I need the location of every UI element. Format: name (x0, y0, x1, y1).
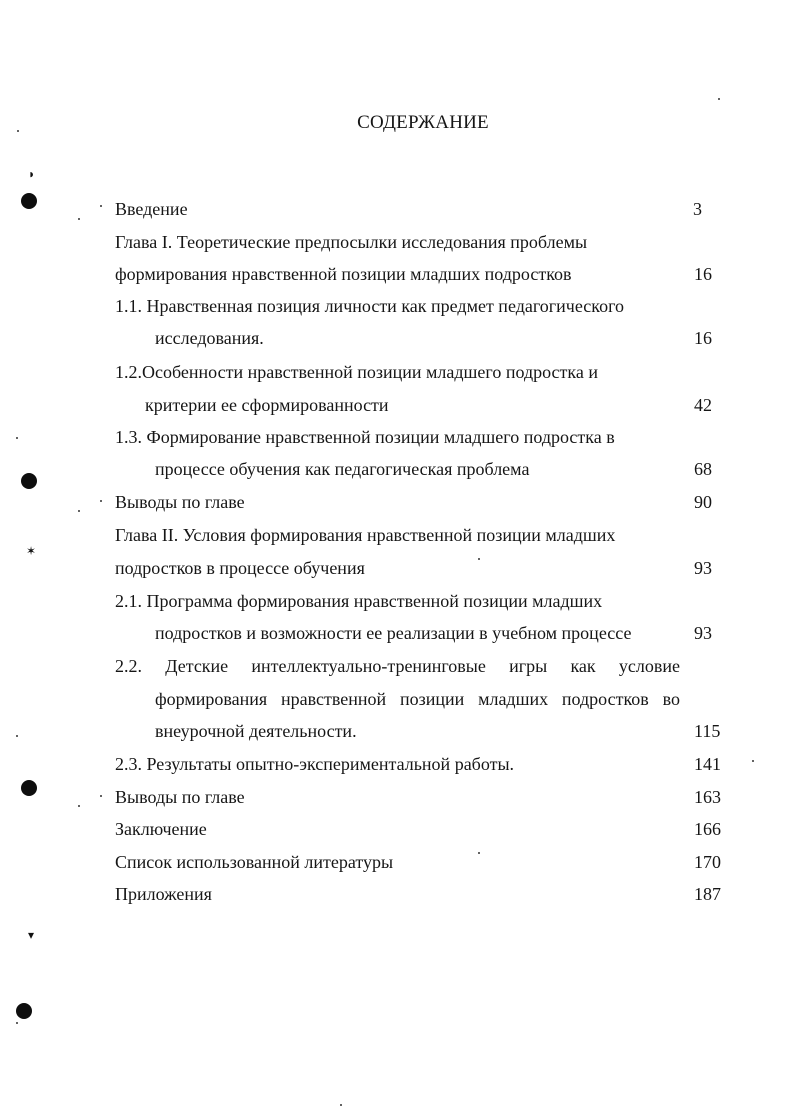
toc-entry-chapter-1-cont: формирования нравственной позиции младших подростков (115, 264, 572, 284)
binder-hole (21, 780, 37, 796)
scan-speck (100, 205, 102, 207)
scan-mark: ✶ (26, 544, 37, 558)
toc-page-number: 187 (694, 884, 721, 904)
toc-entry-chapter-2-cont: подростков в процессе обучения (115, 558, 365, 578)
toc-entry-conclusions-2: Выводы по главе (115, 787, 245, 807)
scan-speck (17, 130, 19, 132)
toc-entry-section-2-3: 2.3. Результаты опытно-экспериментальной работы. (115, 754, 515, 774)
scan-speck (16, 1022, 18, 1024)
toc-page-number: 170 (694, 852, 721, 872)
page-title: СОДЕРЖАНИЕ (357, 112, 489, 133)
toc-entry-section-1-1-cont: исследования. (155, 328, 264, 348)
scan-speck (478, 852, 480, 854)
toc-page-number: 42 (694, 395, 712, 415)
scan-speck (78, 805, 80, 807)
toc-entry-conclusions-1: Выводы по главе (115, 492, 245, 512)
toc-entry-chapter-2: Глава II. Условия формирования нравственной позиции младших (115, 525, 616, 545)
toc-entry-section-2-2-cont: формирования нравственной позиции младших подростков во (155, 689, 680, 709)
scan-speck (100, 795, 102, 797)
toc-page-number: 68 (694, 459, 712, 479)
toc-page-number: 93 (694, 623, 712, 643)
toc-page-number: 16 (694, 328, 712, 348)
scan-speck (16, 735, 18, 737)
toc-entry-chapter-1: Глава I. Теоретические предпосылки исследования проблемы (115, 232, 588, 252)
binder-hole (16, 1003, 32, 1019)
toc-page-number: 115 (694, 721, 721, 741)
toc-entry-intro: Введение (115, 199, 188, 219)
toc-page-number: 90 (694, 492, 712, 512)
scan-speck (478, 558, 480, 560)
scan-speck (78, 218, 80, 220)
toc-entry-section-2-2-cont: внеурочной деятельности. (155, 721, 357, 741)
toc-entry-conclusion: Заключение (115, 819, 207, 839)
toc-page-number: 141 (694, 754, 721, 774)
scan-speck (100, 500, 102, 502)
toc-page-number: 3 (693, 199, 702, 219)
toc-page-number: 93 (694, 558, 712, 578)
toc-entry-section-1-2-cont: критерии ее сформированности (145, 395, 389, 415)
toc-page-number: 166 (694, 819, 721, 839)
toc-entry-section-1-3-cont: процессе обучения как педагогическая проблема (155, 459, 530, 479)
toc-page-number: 16 (694, 264, 712, 284)
toc-entry-section-1-2: 1.2.Особенности нравственной позиции младшего подростка и (115, 362, 599, 382)
toc-page-number: 163 (694, 787, 721, 807)
scan-mark: ◗ (28, 167, 36, 181)
toc-entry-section-2-1-cont: подростков и возможности ее реализации в учебном процессе (155, 623, 632, 643)
scan-speck (752, 760, 754, 762)
scan-speck (340, 1104, 342, 1106)
scan-speck (16, 437, 18, 439)
toc-entry-section-2-2: 2.2. Детские интеллектуально-тренинговые игры как условие (115, 656, 680, 676)
toc-entry-appendices: Приложения (115, 884, 212, 904)
scan-mark: ▾ (28, 928, 35, 942)
binder-hole (21, 193, 37, 209)
toc-entry-section-2-1: 2.1. Программа формирования нравственной позиции младших (115, 591, 603, 611)
scan-speck (718, 98, 720, 100)
binder-hole (21, 473, 37, 489)
toc-entry-bibliography: Список использованной литературы (115, 852, 394, 872)
scan-speck (78, 510, 80, 512)
toc-entry-section-1-1: 1.1. Нравственная позиция личности как предмет педагогического (115, 296, 625, 316)
toc-entry-section-1-3: 1.3. Формирование нравственной позиции младшего подростка в (115, 427, 615, 447)
